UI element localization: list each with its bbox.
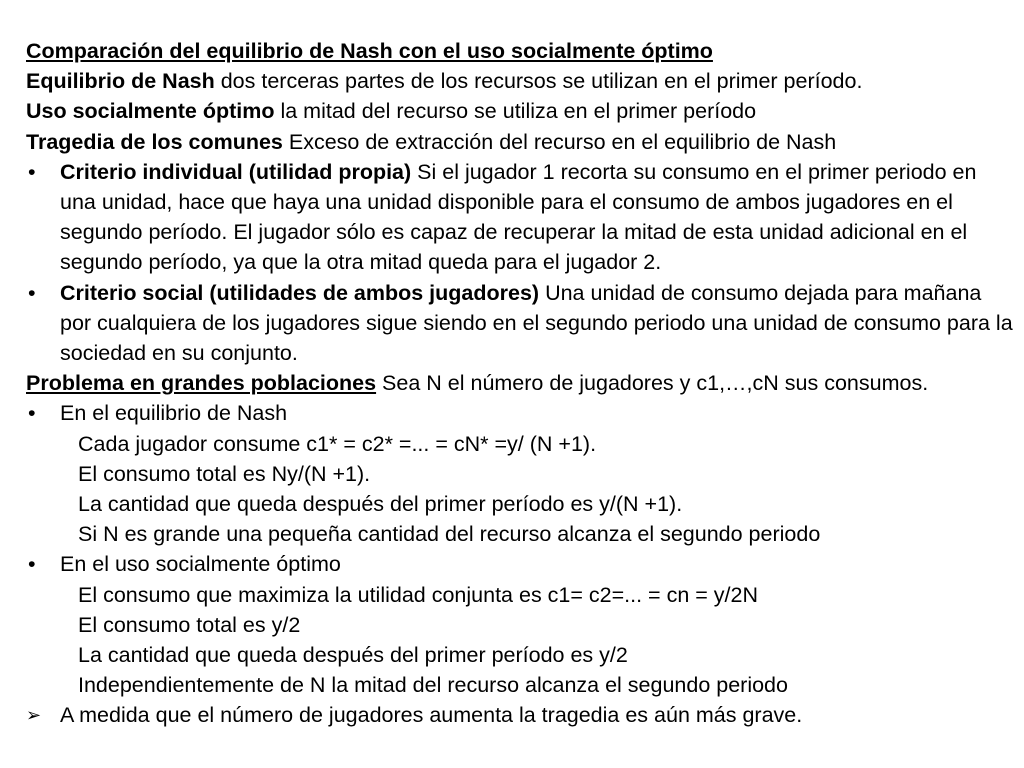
slide-title: Comparación del equilibrio de Nash con el uso socialmente óptimo: [26, 39, 713, 63]
nash-line: El consumo total es Ny/(N +1).: [78, 461, 371, 486]
bullet-optimo-section: [26, 549, 1016, 579]
problema-term: Problema en grandes poblaciones: [26, 371, 377, 396]
tragedia-definition: [26, 127, 1016, 157]
tragedia-term: Tragedia de los comunes: [26, 129, 283, 154]
optimo-line: Independientemente de N la mitad del recurso alcanza el segundo periodo: [78, 673, 788, 698]
bullet-icon: •: [28, 552, 36, 577]
nash-line: La cantidad que queda después del primer período es y/(N +1).: [78, 492, 683, 517]
bullet-icon: •: [28, 401, 36, 426]
problema-line: [26, 368, 1016, 398]
nash-section-heading: En el equilibrio de Nash: [60, 401, 288, 426]
bullet-nash-section: [26, 398, 1016, 428]
criterio-individual-term: Criterio individual (utilidad propia): [60, 159, 412, 184]
slide-content: [26, 36, 1016, 731]
optimo-term: Uso socialmente óptimo: [26, 99, 275, 124]
tragedia-text: Exceso de extracción del recurso en el equilibrio de Nash: [282, 129, 837, 154]
criterio-social-text: Una unidad de consumo dejada para mañana por cualquiera de los jugadores sigue siendo en el segundo periodo una unidad de consumo para la sociedad en su conjunto.: [60, 280, 1013, 366]
nash-line: Si N es grande una pequeña cantidad del recurso alcanza el segundo periodo: [78, 522, 821, 547]
nash-definition: [26, 66, 1016, 96]
optimo-line: La cantidad que queda después del primer período es y/2: [78, 643, 628, 668]
nash-text: dos terceras partes de los recursos se utilizan en el primer período.: [214, 69, 863, 94]
bullet-conclusion: [26, 700, 1016, 730]
bullet-icon: •: [28, 280, 36, 305]
bullet-criterio-social: [26, 278, 1016, 369]
arrow-bullet-icon: ➢: [26, 705, 42, 726]
optimo-text: la mitad del recurso se utiliza en el primer período: [274, 99, 757, 124]
optimo-line: El consumo que maximiza la utilidad conjunta es c1= c2=... = cn = y/2N: [78, 582, 759, 607]
nash-line: Cada jugador consume c1* = c2* =... = cN* =y/ (N +1).: [78, 431, 597, 456]
optimo-definition: [26, 96, 1016, 126]
optimo-section-heading: En el uso socialmente óptimo: [60, 552, 341, 577]
bullet-icon: •: [28, 159, 36, 184]
problema-text: Sea N el número de jugadores y c1,…,cN sus consumos.: [376, 371, 929, 396]
conclusion-text: A medida que el número de jugadores aumenta la tragedia es aún más grave.: [60, 703, 803, 728]
criterio-social-term: Criterio social (utilidades de ambos jugadores): [60, 280, 540, 305]
bullet-criterio-individual: [26, 157, 1016, 278]
nash-term: Equilibrio de Nash: [26, 69, 215, 94]
criterio-individual-text: Si el jugador 1 recorta su consumo en el primer periodo en una unidad, hace que haya una unidad disponible para el consumo de ambos jugadores en el segundo período. El jugador sólo es capaz de recuperar la mitad de esta unidad adicional en el segundo período, ya que la otra mitad queda para el jugador 2.: [60, 159, 977, 275]
optimo-line: El consumo total es y/2: [78, 612, 301, 637]
